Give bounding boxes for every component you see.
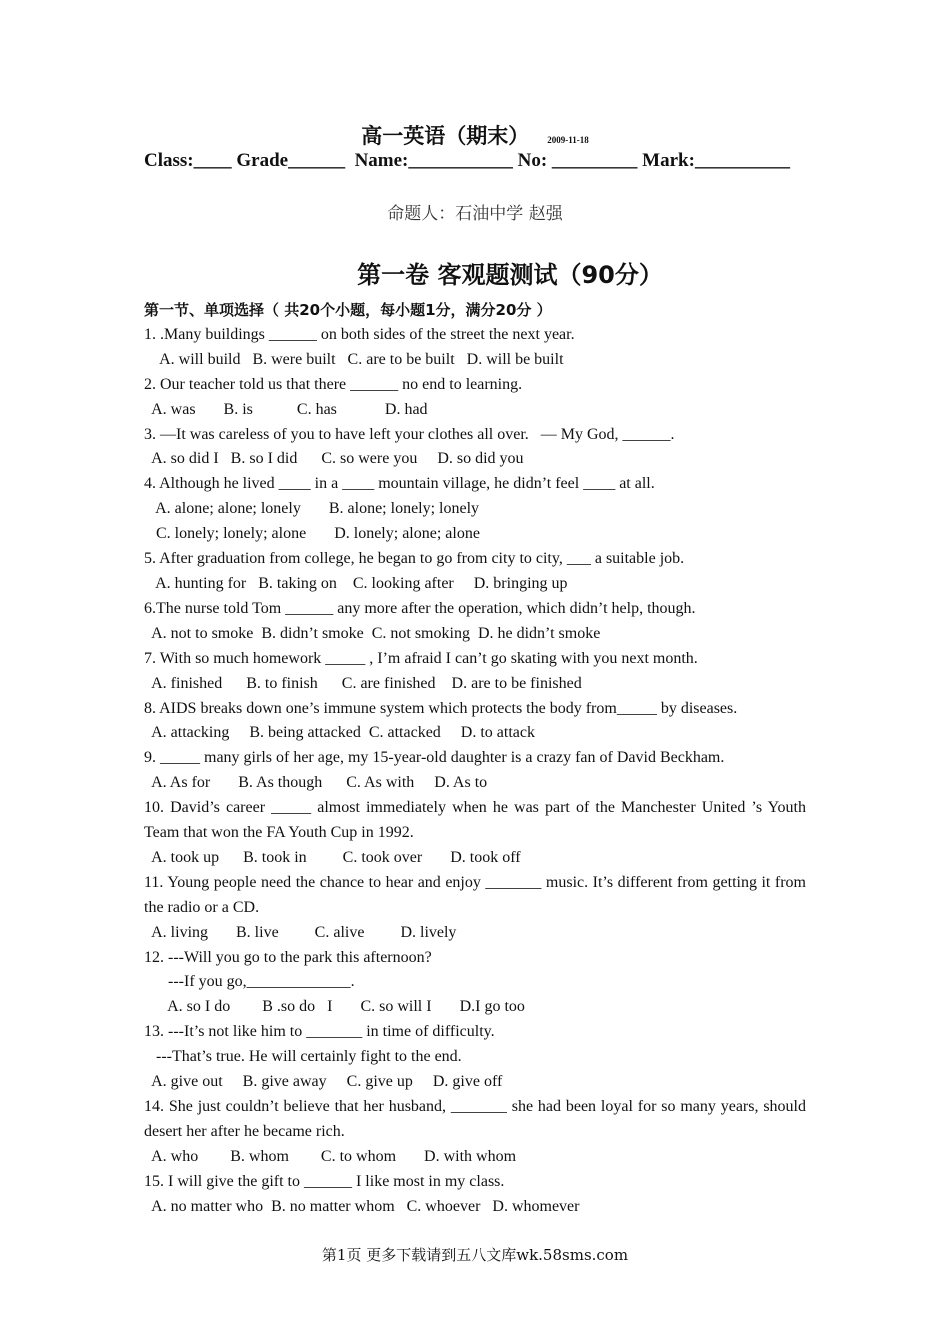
q8-options: A. attacking B. being attacked C. attacked D. to attack — [144, 724, 535, 742]
q15: 15. I will give the gift to ______ I like most in my class. — [144, 1172, 505, 1190]
q14: 14. She just couldn’t believe that her husband, _______ she had been loyal for so many years, should desert her after he became rich. — [144, 1098, 806, 1140]
q3-options: A. so did I B. so I did C. so were you D. so did you — [144, 450, 524, 468]
q6: 6.The nurse told Tom ______ any more after the operation, which didn’t help, though. — [144, 599, 696, 617]
subsection-heading: 第一节、单项选择（ 共20个小题，每小题1分，满分20分 ） — [144, 301, 552, 319]
student-info-line: Class:____ Grade______ Name:___________ No: _________ Mark:__________ — [144, 150, 790, 171]
q13-reply: ---That’s true. He will certainly fight to the end. — [144, 1048, 462, 1066]
q11: 11. Young people need the chance to hear and enjoy _______ music. It’s different from getting it from the radio or a CD. — [144, 873, 806, 916]
q12: 12. ---Will you go to the park this afternoon? — [144, 948, 432, 966]
q3: 3. —It was careless of you to have left your clothes all over. — My God, ______. — [144, 425, 675, 443]
page-title: 高一英语（期末） — [361, 124, 530, 148]
q1: 1. .Many buildings ______ on both sides of the street the next year. — [144, 325, 575, 343]
q7-options: A. finished B. to finish C. are finished D. are to be finished — [144, 674, 582, 692]
q5: 5. After graduation from college, he began to go from city to city, ___ a suitable job. — [144, 550, 685, 568]
q13: 13. ---It’s not like him to _______ in time of difficulty. — [144, 1023, 495, 1041]
q12-options: A. so I do B .so do I C. so will I D.I go too — [144, 998, 525, 1016]
q2: 2. Our teacher told us that there ______ no end to learning. — [144, 375, 523, 393]
q15-options: A. no matter who B. no matter whom C. whoever D. whomever — [144, 1197, 580, 1215]
q5-options: A. hunting for B. taking on C. looking after D. bringing up — [144, 574, 568, 592]
q1-options: A. will build B. were built C. are to be built D. will be built — [144, 350, 564, 368]
q13-options: A. give out B. give away C. give up D. give off — [144, 1073, 503, 1091]
q2-options: A. was B. is C. has D. had — [144, 400, 428, 418]
q4: 4. Although he lived ____ in a ____ mountain village, he didn’t feel ____ at all. — [144, 475, 655, 493]
questions-body — [144, 298, 806, 1220]
author-line: 命题人：石油中学 赵强 — [387, 204, 563, 224]
section-title: 第一卷 客观题测试（90分） — [357, 261, 663, 289]
q14-options: A. who B. whom C. to whom D. with whom — [144, 1147, 517, 1165]
page-footer: 第1页 更多下载请到五八文库wk.58sms.com — [321, 1246, 629, 1264]
q9-options: A. As for B. As though C. As with D. As to — [144, 774, 488, 792]
q9: 9. _____ many girls of her age, my 15-year-old daughter is a crazy fan of David Beckham. — [144, 749, 725, 767]
q10-options: A. took up B. took in C. took over D. took off — [144, 848, 521, 866]
q6-options: A. not to smoke B. didn’t smoke C. not smoking D. he didn’t smoke — [144, 624, 601, 642]
q4-options-cd: C. lonely; lonely; alone D. lonely; alone; alone — [144, 525, 480, 543]
q8: 8. AIDS breaks down one’s immune system which protects the body from_____ by diseases. — [144, 699, 738, 717]
q7: 7. With so much homework _____ , I’m afraid I can’t go skating with you next month. — [144, 649, 698, 667]
q11-options: A. living B. live C. alive D. lively — [144, 923, 457, 941]
exam-date: 2009-11-18 — [547, 135, 589, 145]
q12-reply: ---If you go,_____________. — [144, 973, 355, 991]
title-line — [0, 120, 950, 150]
q4-options-ab: A. alone; alone; lonely B. alone; lonely; lonely — [144, 500, 480, 518]
q10: 10. David’s career _____ almost immediately when he was part of the Manchester United ’s Youth Team that won the FA Youth Cup in 1992. — [144, 799, 806, 842]
